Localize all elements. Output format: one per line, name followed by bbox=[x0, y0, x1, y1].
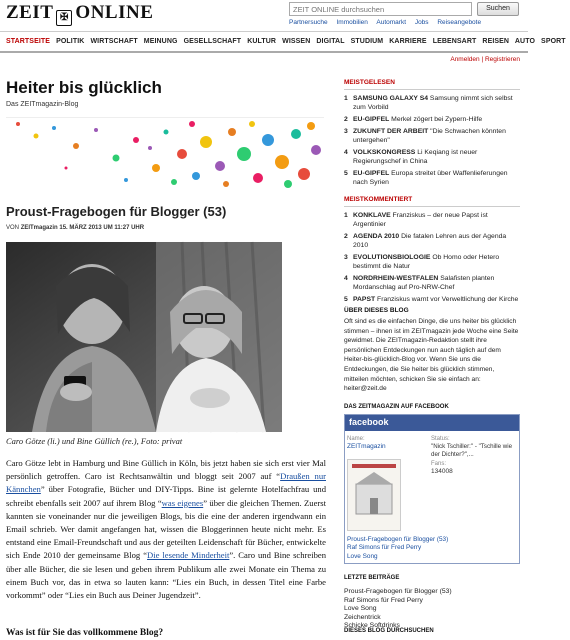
quicklink-jobs[interactable]: Jobs bbox=[414, 19, 429, 26]
item-text: Ob Homo oder Hetero bestimmt die Natur bbox=[353, 254, 500, 270]
byline-date: 15. MÄRZ 2013 UM 11:27 UHR bbox=[59, 225, 145, 231]
header-divider bbox=[0, 31, 528, 32]
item-text: Europa streitet über Waffenlieferungen nach Syrien bbox=[353, 170, 508, 186]
quicklinks bbox=[289, 19, 488, 26]
item-text: Salafisten planten Mordanschlag auf Pro-NRW-Chef bbox=[353, 275, 495, 291]
fb-status: "Nick Tschiller:" - "Tschille wie der Dichter?",... bbox=[431, 443, 513, 458]
item-keyword: AGENDA 2010 bbox=[353, 233, 400, 240]
recent-post-link[interactable]: Proust-Fragebogen für Blogger (53) bbox=[344, 588, 452, 595]
item-text: Merkel zögert bei Zypern-Hilfe bbox=[391, 116, 483, 123]
item-number: 4 bbox=[344, 149, 348, 156]
fb-post-link[interactable]: Love Song bbox=[347, 552, 378, 560]
item-text: "Die Schwachen könnten untergehen" bbox=[353, 128, 506, 144]
quicklink-reiseangebote[interactable]: Reiseangebote bbox=[437, 19, 482, 26]
site-search-input[interactable] bbox=[289, 2, 472, 16]
search-button[interactable]: Suchen bbox=[477, 2, 519, 16]
main-nav bbox=[6, 38, 570, 45]
list-item[interactable] bbox=[344, 148, 520, 166]
nav-studium[interactable]: STUDIUM bbox=[350, 38, 384, 45]
about-text: Oft sind es die einfachen Dinge, die uns heiter bis glücklich stimmen – ihnen ist im ZEITmagazin jede Woche eine Seite gewidmet. Die ZEITmagazin-Redaktion stellt ihre persönlichen Entdeckungen nun auch täglich auf dem Heiter-bis-glücklich-Blog vor. Wenn Sie uns die Entdeckungen, die Sie heiter bis glücklich stimmen, mitteilen möchten, schicken Sie sie einfach an: heiter@zeit.de bbox=[344, 318, 519, 393]
fb-page-name[interactable]: ZEITmagazin bbox=[347, 443, 386, 450]
logo-text-right: ONLINE bbox=[75, 2, 154, 23]
item-keyword: VOLKSKONGRESS bbox=[353, 149, 416, 156]
nav-startseite[interactable]: STARTSEITE bbox=[6, 38, 51, 45]
article-title[interactable]: Proust-Fragebogen für Blogger (53) bbox=[6, 204, 227, 219]
body-text-2: ” über Fotografie, Bücher und DIY-Tipps. Bine ist gelernte Hotelfachfrau und schreibt ebenfalls seit 2007 auf ihrem Blog “ bbox=[6, 484, 326, 508]
list-item[interactable] bbox=[344, 274, 520, 292]
recent-post-link[interactable]: Raf Simons für Fred Perry bbox=[344, 596, 423, 604]
blog-search-heading-wrap bbox=[344, 628, 520, 634]
link-draussen-nur-kaennchen[interactable]: Draußen nur Kännchen bbox=[6, 471, 326, 495]
article-body bbox=[6, 457, 326, 602]
meistgelesen-box bbox=[344, 79, 520, 190]
nav-sport[interactable]: SPORT bbox=[541, 38, 566, 45]
list-item[interactable] bbox=[344, 94, 520, 112]
facebook-heading: DAS ZEITMAGAZIN AUF FACEBOOK bbox=[344, 404, 449, 410]
body-text-1: Caro Götze lebt in Hamburg und Bine Güllich in Köln, bis jetzt haben sie sich erst vier Mal persönlich getroffen. Caro ist Rechtsanwältin und bloggt seit 2007 auf “ bbox=[6, 458, 326, 482]
facebook-brand-bar[interactable]: facebook bbox=[345, 415, 519, 431]
fb-name-label: Name: bbox=[347, 436, 365, 442]
fb-fans-label: Fans: bbox=[431, 461, 447, 467]
list-item[interactable] bbox=[344, 127, 520, 145]
fb-thumbnail-image[interactable] bbox=[347, 459, 401, 531]
eagle-icon: ✠ bbox=[56, 10, 72, 26]
list-item[interactable] bbox=[344, 115, 520, 124]
item-number: 4 bbox=[344, 275, 348, 282]
link-was-eigenes[interactable]: was eigenes bbox=[161, 497, 204, 508]
item-keyword: ZUKUNFT DER ARBEIT bbox=[353, 128, 429, 135]
list-item[interactable] bbox=[344, 169, 520, 187]
nav-kultur[interactable]: KULTUR bbox=[247, 38, 277, 45]
confetti-banner-image bbox=[6, 117, 324, 189]
body-text-3: ” über die gleichen Themen. Zuerst kannten sie voneinander nur die jeweiligen Blogs, bis die eine der anderen irgendwann ein Email schrieb. Wer damit angefangen hat, wissen die Bloggerinnen heute nicht mehr. Es entstand eine Email-Freundschaft und aus der geteilten Leidenschaft für Bücher, entwickelte sich Ende 2010 der gemeinsame Blog “ bbox=[6, 497, 326, 561]
item-keyword: EU-GIPFEL bbox=[353, 116, 390, 123]
item-number: 3 bbox=[344, 254, 348, 261]
nav-divider bbox=[0, 51, 528, 53]
body-text-4: ”. Caro und Bine schreiben über alle Bücher, die sie lesen und geben ihrem Publikum alle zwei Monate ein Thema zu einem Buch vor, das in etwa so lauten kann: “Lies ein Buch, in dessen Titel eine Farbe vorkommt” oder “Lies ein Buch aus Deiner Jugendzeit”. bbox=[6, 550, 326, 601]
item-keyword: EU-GIPFEL bbox=[353, 170, 390, 177]
recent-post-link[interactable]: Schicke Softdrinks bbox=[344, 622, 400, 630]
register-link[interactable]: Registrieren bbox=[484, 56, 520, 63]
fb-status-label: Status: bbox=[431, 436, 450, 442]
item-number: 2 bbox=[344, 233, 348, 240]
recent-posts-heading-wrap bbox=[344, 575, 520, 581]
login-links: Anmelden | Registrieren bbox=[450, 56, 520, 63]
nav-wissen[interactable]: WISSEN bbox=[282, 38, 311, 45]
blog-title[interactable]: Heiter bis glücklich bbox=[6, 78, 162, 97]
nav-auto[interactable]: AUTO bbox=[514, 38, 535, 45]
fb-post-link[interactable]: Proust-Fragebogen für Blogger (53) bbox=[347, 536, 449, 543]
nav-lebensart[interactable]: LEBENSART bbox=[432, 38, 477, 45]
recent-posts-list bbox=[344, 588, 452, 631]
article-photo bbox=[6, 242, 282, 432]
list-item[interactable] bbox=[344, 232, 520, 250]
recent-posts-heading: LETZTE BEITRÄGE bbox=[344, 575, 400, 581]
item-text: Samsung nimmt sich selbst zum Vorbild bbox=[353, 95, 513, 111]
nav-karriere[interactable]: KARRIERE bbox=[389, 38, 427, 45]
item-number: 5 bbox=[344, 170, 348, 177]
meistgelesen-heading: MEISTGELESEN bbox=[344, 79, 520, 90]
list-item[interactable] bbox=[344, 295, 520, 304]
recent-post-link[interactable]: Zeichentrick bbox=[344, 613, 381, 621]
item-number: 5 bbox=[344, 296, 348, 303]
nav-politik[interactable]: POLITIK bbox=[56, 38, 85, 45]
item-keyword: SAMSUNG GALAXY S4 bbox=[353, 95, 429, 102]
article-subhead: Was ist für Sie das vollkommene Blog? bbox=[6, 628, 164, 638]
fb-post-links bbox=[347, 536, 448, 561]
article-byline bbox=[6, 225, 144, 231]
nav-digital[interactable]: DIGITAL bbox=[316, 38, 345, 45]
meistkommentiert-box bbox=[344, 196, 520, 307]
item-number: 1 bbox=[344, 212, 348, 219]
zeit-online-logo[interactable] bbox=[6, 2, 153, 26]
item-keyword: EVOLUTIONSBIOLOGIE bbox=[353, 254, 431, 261]
logo-text-left: ZEIT bbox=[6, 2, 54, 23]
item-text: Franziskus – der neue Papst ist Argentinier bbox=[353, 212, 488, 228]
recent-post-link[interactable]: Love Song bbox=[344, 605, 377, 613]
quicklink-partnersuche[interactable]: Partnersuche bbox=[289, 19, 328, 26]
item-text: Franziskus warnt vor Verweltlichung der Kirche bbox=[377, 296, 519, 303]
meistkommentiert-heading: MEISTKOMMENTIERT bbox=[344, 196, 520, 207]
fb-post-link[interactable]: Raf Simons für Fred Perry bbox=[347, 544, 422, 552]
item-keyword: KONKLAVE bbox=[353, 212, 391, 219]
facebook-widget bbox=[344, 414, 520, 564]
nav-meinung[interactable]: MEINUNG bbox=[143, 38, 178, 45]
item-text: Die fatalen Lehren aus der Agenda 2010 bbox=[353, 233, 507, 249]
nav-reisen[interactable]: REISEN bbox=[482, 38, 510, 45]
login-link[interactable]: Anmelden bbox=[450, 56, 480, 63]
blog-subtitle: Das ZEITmagazin-Blog bbox=[6, 101, 79, 108]
byline-author[interactable]: ZEITmagazin bbox=[20, 225, 58, 231]
about-box bbox=[344, 307, 520, 394]
fb-fans-count: 134008 bbox=[431, 468, 453, 475]
item-number: 1 bbox=[344, 95, 348, 102]
blog-search-heading: DIESES BLOG DURCHSUCHEN bbox=[344, 628, 434, 634]
item-number: 3 bbox=[344, 128, 348, 135]
quicklink-immobilien[interactable]: Immobilien bbox=[336, 19, 368, 26]
nav-gesellschaft[interactable]: GESELLSCHAFT bbox=[183, 38, 242, 45]
list-item[interactable] bbox=[344, 211, 520, 229]
quicklink-automarkt[interactable]: Automarkt bbox=[376, 19, 406, 26]
facebook-heading-wrap bbox=[344, 404, 520, 410]
byline-prefix: VON bbox=[6, 225, 20, 231]
item-keyword: NORDRHEIN-WESTFALEN bbox=[353, 275, 439, 282]
item-keyword: PAPST bbox=[353, 296, 376, 303]
about-heading: ÜBER DIESES BLOG bbox=[344, 307, 409, 314]
link-die-lesende-minderheit[interactable]: Die lesende Minderheit bbox=[147, 550, 230, 561]
nav-wirtschaft[interactable]: WIRTSCHAFT bbox=[90, 38, 138, 45]
item-number: 2 bbox=[344, 116, 348, 123]
item-text: Li Keqiang ist neuer Regierungschef in China bbox=[353, 149, 478, 165]
photo-caption: Caro Götze (li.) und Bine Güllich (re.), Foto: privat bbox=[6, 436, 183, 446]
list-item[interactable] bbox=[344, 253, 520, 271]
